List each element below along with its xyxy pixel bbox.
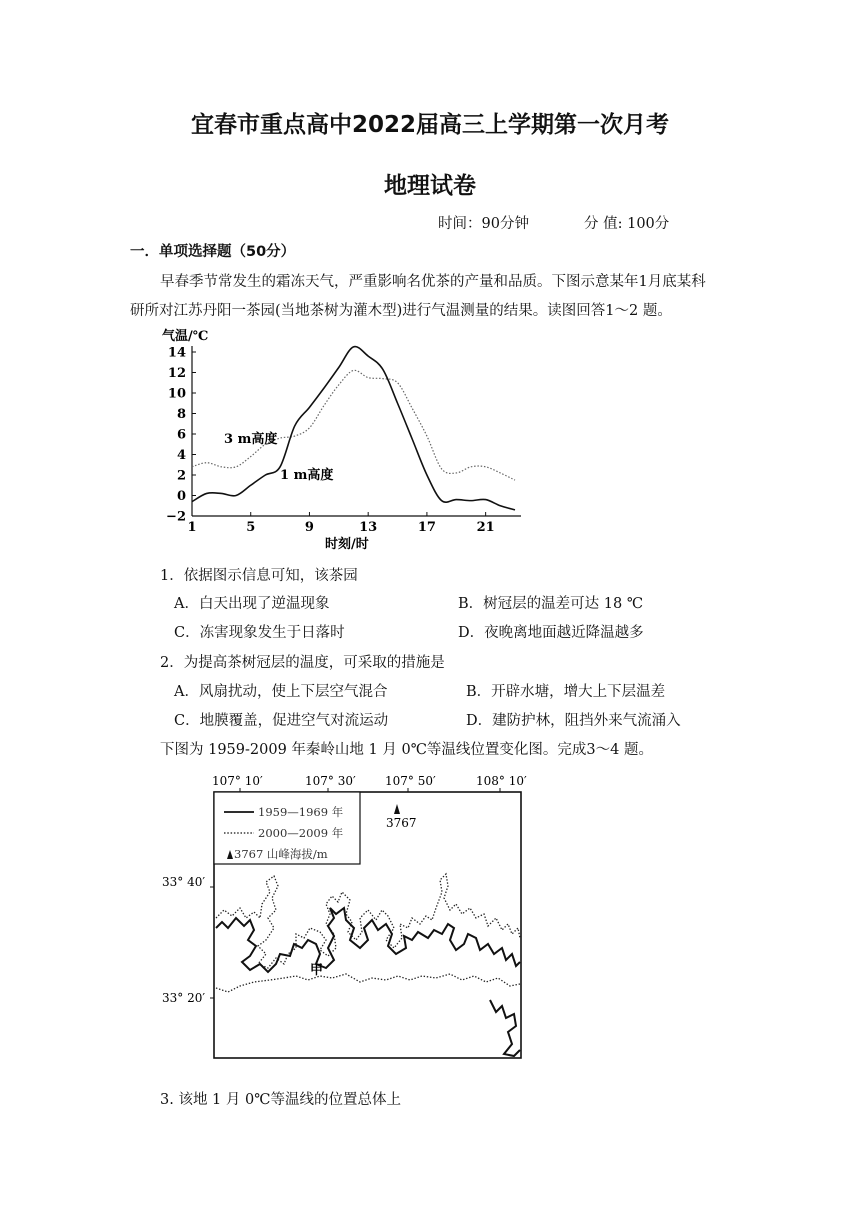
y-tick-label: 6 bbox=[176, 427, 186, 443]
isotherm-map bbox=[150, 768, 540, 1068]
y-tick-label: 2 bbox=[176, 468, 186, 484]
x-tick-label: 1 bbox=[187, 520, 197, 535]
place-label-jia: 甲 bbox=[310, 963, 324, 978]
q1-option-b[interactable]: B．树冠层的温差可达 18 ℃ bbox=[458, 596, 644, 612]
x-tick-label: 5 bbox=[246, 520, 256, 535]
lon-label-2: 107° 30′ bbox=[305, 774, 356, 788]
q1-option-d[interactable]: D．夜晚离地面越近降温越多 bbox=[458, 625, 644, 641]
series-label-1m: 1 m高度 bbox=[280, 468, 334, 483]
question-3-stem: 3. 该地 1 月 0℃等温线的位置总体上 bbox=[160, 1092, 401, 1108]
legend-solid-label: 1959—1969 年 bbox=[258, 805, 344, 819]
x-tick-label: 9 bbox=[304, 520, 314, 535]
peak-value: 3767 bbox=[386, 816, 417, 830]
peak-marker-icon bbox=[394, 804, 400, 814]
q1-option-c[interactable]: C．冻害现象发生于日落时 bbox=[174, 625, 345, 641]
q2-option-c[interactable]: C．地膜覆盖，促进空气对流运动 bbox=[174, 713, 389, 729]
y-tick-label: −2 bbox=[166, 509, 186, 525]
series-line-1m bbox=[192, 347, 515, 510]
x-tick-label: 21 bbox=[476, 520, 495, 535]
y-tick-label: 10 bbox=[167, 386, 186, 402]
q2-option-d[interactable]: D．建防护林，阻挡外来气流涌入 bbox=[466, 713, 681, 729]
q1-option-a[interactable]: A．白天出现了逆温现象 bbox=[174, 596, 330, 612]
series-line-3m bbox=[192, 370, 515, 480]
exam-score: 分 值: 100分 bbox=[584, 216, 670, 232]
lon-label-3: 107° 50′ bbox=[385, 774, 436, 788]
x-tick-label: 13 bbox=[359, 520, 378, 535]
series-label-3m: 3 m高度 bbox=[224, 432, 278, 447]
page-subtitle: 地理试卷 bbox=[384, 173, 476, 199]
exam-time: 时间：90分钟 bbox=[438, 216, 529, 232]
y-tick-label: 8 bbox=[176, 407, 186, 422]
question-2-stem: 2．为提高茶树冠层的温度，可采取的措施是 bbox=[160, 655, 445, 671]
y-axis-label: 气温/℃ bbox=[162, 329, 209, 344]
map-legend bbox=[214, 792, 360, 864]
temperature-chart bbox=[140, 326, 540, 556]
chart-axes bbox=[192, 346, 521, 516]
section-heading: 一．单项选择题（50分） bbox=[130, 244, 296, 260]
intro-line-1: 早春季节常发生的霜冻天气，严重影响名优茶的产量和品质。下图示意某年1月底某科 bbox=[160, 274, 706, 290]
y-tick-label: 14 bbox=[167, 345, 186, 361]
lon-label-4: 108° 10′ bbox=[476, 774, 527, 788]
lat-label-2: 33° 20′ bbox=[162, 991, 206, 1005]
y-tick-label: 0 bbox=[176, 489, 186, 504]
page-title: 宜春市重点高中2022届高三上学期第一次月考 bbox=[190, 112, 669, 138]
lon-label-1: 107° 10′ bbox=[212, 774, 263, 788]
legend-dotted-label: 2000—2009 年 bbox=[258, 826, 344, 840]
question-1-stem: 1．依据图示信息可知，该茶园 bbox=[160, 568, 358, 584]
lat-label-1: 33° 40′ bbox=[162, 875, 206, 889]
q2-option-a[interactable]: A．风扇扰动，使上下层空气混合 bbox=[174, 684, 388, 700]
x-axis-label: 时刻/时 bbox=[325, 537, 369, 552]
y-tick-label: 4 bbox=[176, 448, 186, 463]
legend-peak-label: 3767 山峰海拔/m bbox=[234, 847, 328, 861]
intro-line-2: 研所对江苏丹阳一茶园(当地茶树为灌木型)进行气温测量的结果。读图回答1～2 题。 bbox=[130, 303, 672, 319]
map-intro: 下图为 1959-2009 年秦岭山地 1 月 0℃等温线位置变化图。完成3～4 题。 bbox=[160, 742, 653, 758]
x-tick-label: 17 bbox=[417, 520, 436, 535]
isotherm-2000-2009 bbox=[216, 874, 520, 968]
isotherm-1959-1969 bbox=[216, 908, 520, 972]
q2-option-b[interactable]: B．开辟水塘，增大上下层温差 bbox=[466, 684, 666, 700]
y-tick-label: 12 bbox=[167, 366, 186, 381]
